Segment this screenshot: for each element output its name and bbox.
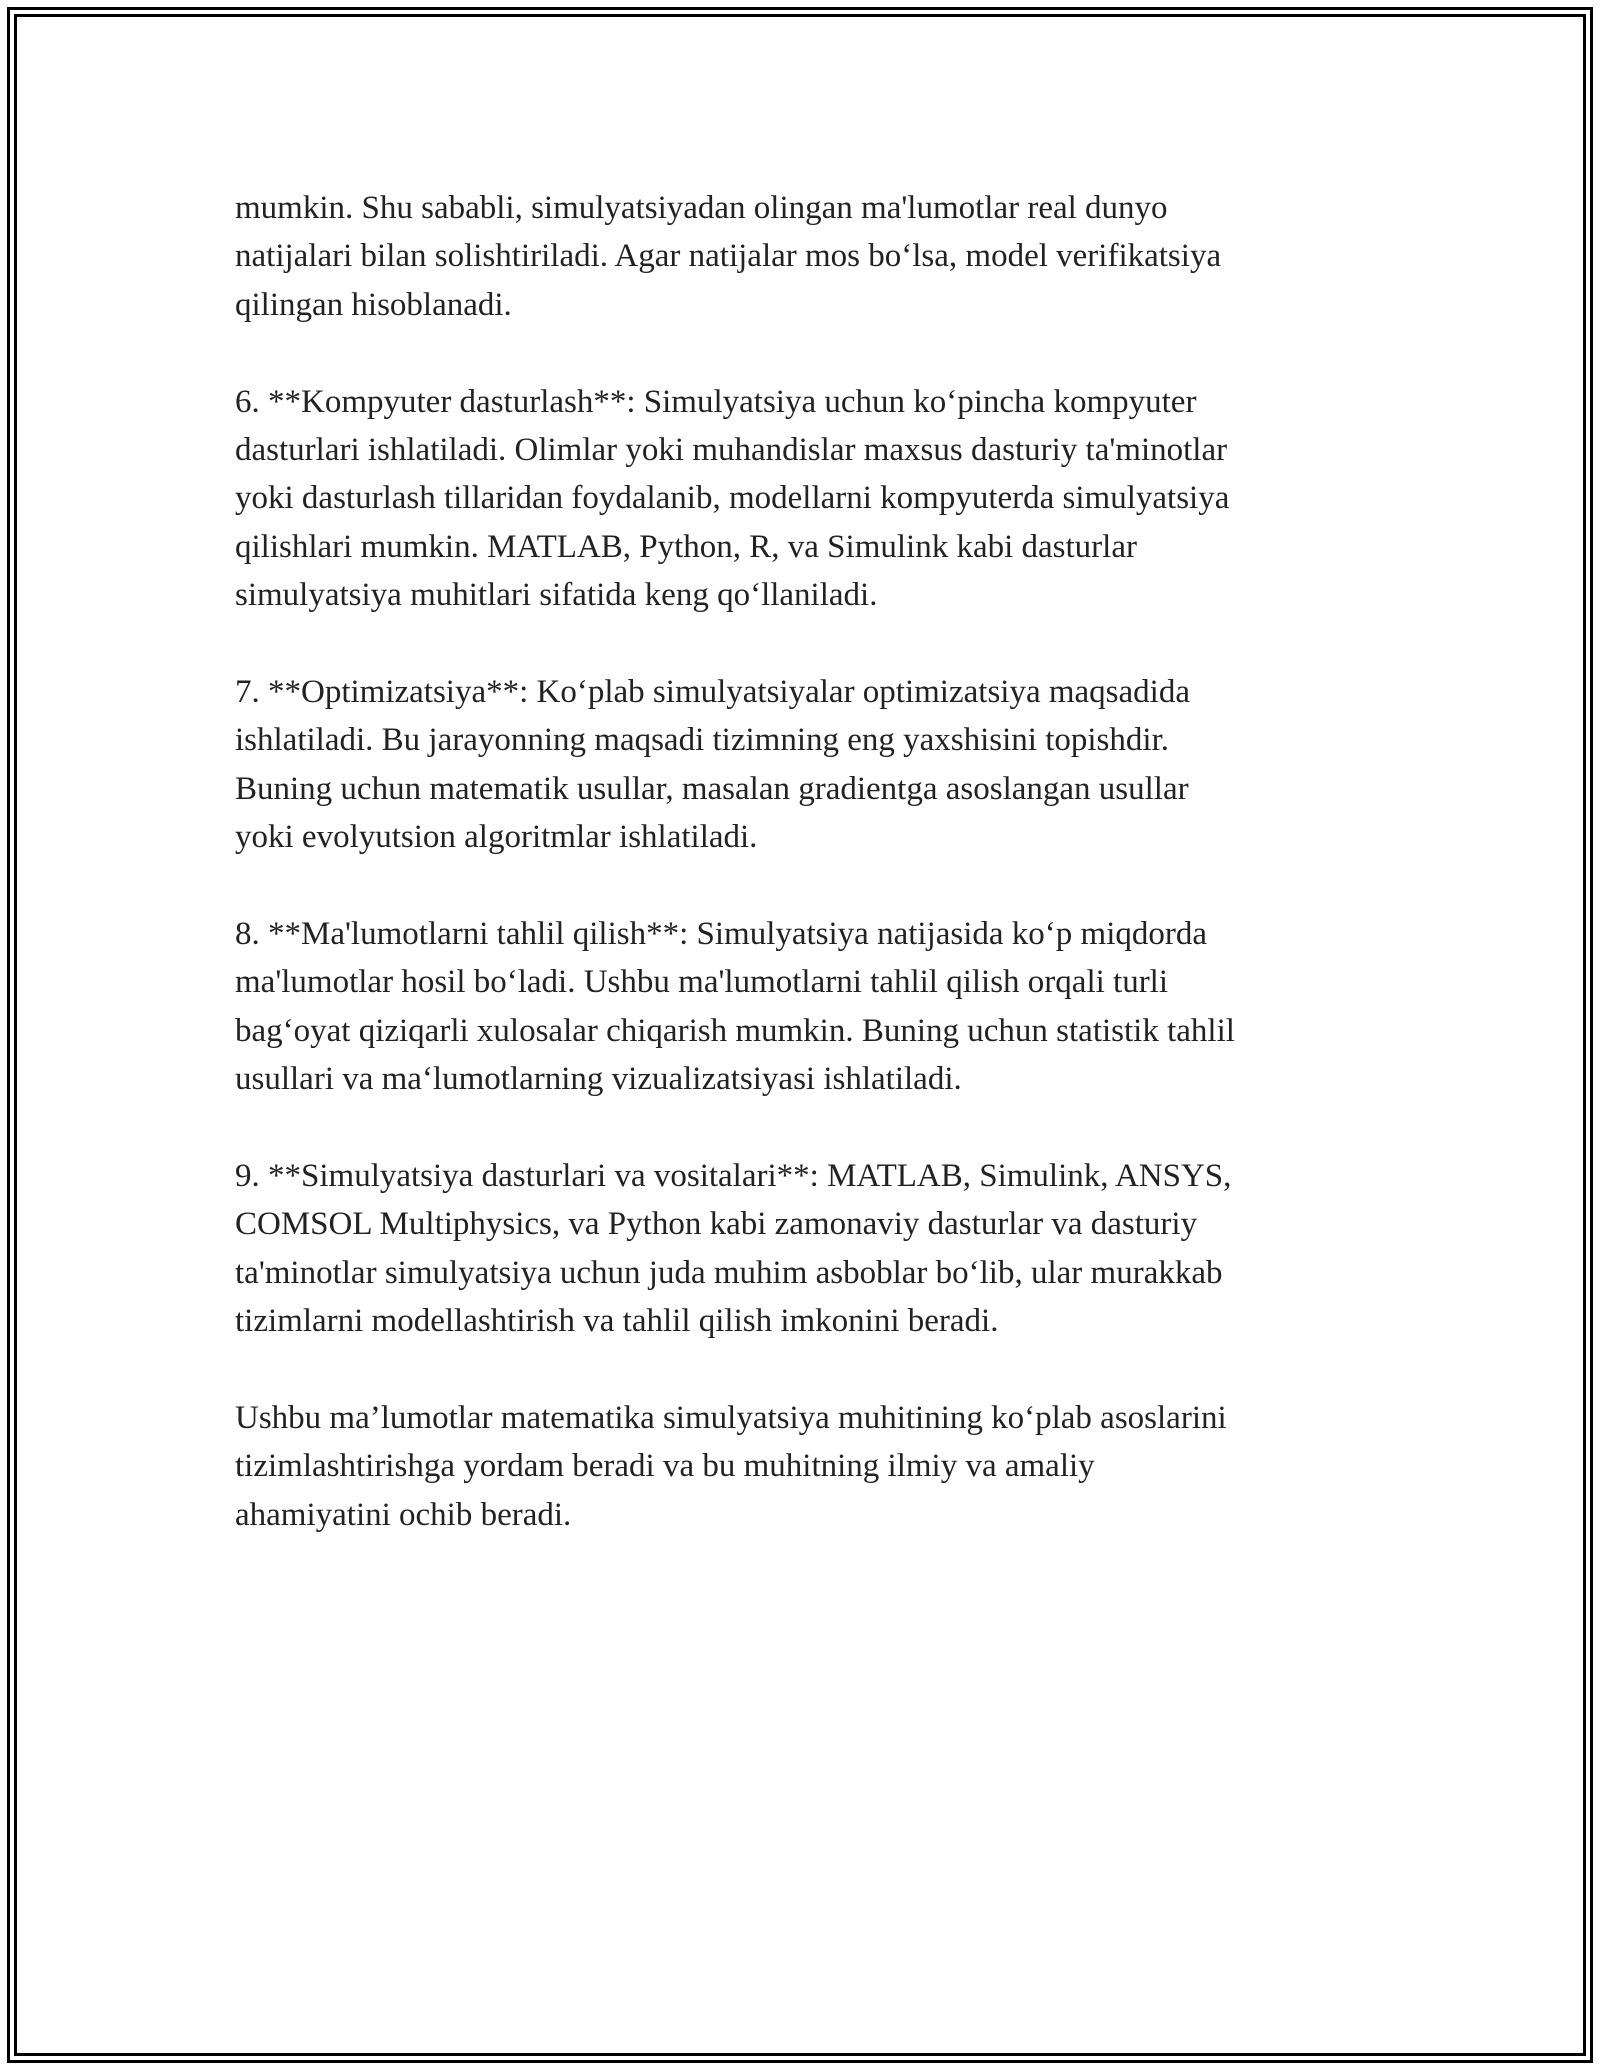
- paragraph-kompyuter-dasturlash: 6. **Kompyuter dasturlash**: Simulyatsiya uchun ko‘pincha kompyuter dasturlari ishlatiladi. Olimlar yoki muhandislar maxsus dasturiy ta'minotlar yoki dasturlash tillaridan foydalanib, modellarni kompyuterda simulyatsiya qilishlari mumkin. MATLAB, Python, R, va Simulink kabi dasturlar simulyatsiya muhitlari sifatida keng qo‘llaniladi.: [235, 383, 1230, 614]
- paragraph-continuation: mumkin. Shu sababli, simulyatsiyadan olingan ma'lumotlar real dunyo natijalari bilan solishtiriladi. Agar natijalar mos bo‘lsa, model verifikatsiya qilingan hisoblanadi.: [235, 190, 1222, 323]
- paragraph-malumotlarni-tahlil: 8. **Ma'lumotlarni tahlil qilish**: Simulyatsiya natijasida ko‘p miqdorda ma'lumotlar hosil bo‘ladi. Ushbu ma'lumotlarni tahlil qilish orqali turli bag‘oyat qiziqarli xulosalar chiqarish mumkin. Buning uchun statistik tahlil usullari va ma‘lumotlarning vizualizatsiyasi ishlatiladi.: [235, 916, 1235, 1098]
- paragraph-optimizatsiya: 7. **Optimizatsiya**: Ko‘plab simulyatsiyalar optimizatsiya maqsadida ishlatiladi. Bu jarayonning maqsadi tizimning eng yaxshisini topishdir. Buning uchun matematik usullar, masalan gradientga asoslangan usullar yoki evolyutsion algoritmlar ishlatiladi.: [235, 674, 1190, 856]
- document-body: [235, 184, 1365, 1588]
- paragraph-conclusion: Ushbu ma’lumotlar matematika simulyatsiya muhitining ko‘plab asoslarini tizimlashtirishga yordam beradi va bu muhitning ilmiy va amaliy ahamiyatini ochib beradi.: [235, 1400, 1227, 1533]
- paragraph-simulyatsiya-dasturlari: 9. **Simulyatsiya dasturlari va vositalari**: MATLAB, Simulink, ANSYS, COMSOL Multiphysics, va Python kabi zamonaviy dasturlar va dasturiy ta'minotlar simulyatsiya uchun juda muhim asboblar bo‘lib, ular murakkab tizimlarni modellashtirish va tahlil qilish imkonini beradi.: [235, 1158, 1232, 1340]
